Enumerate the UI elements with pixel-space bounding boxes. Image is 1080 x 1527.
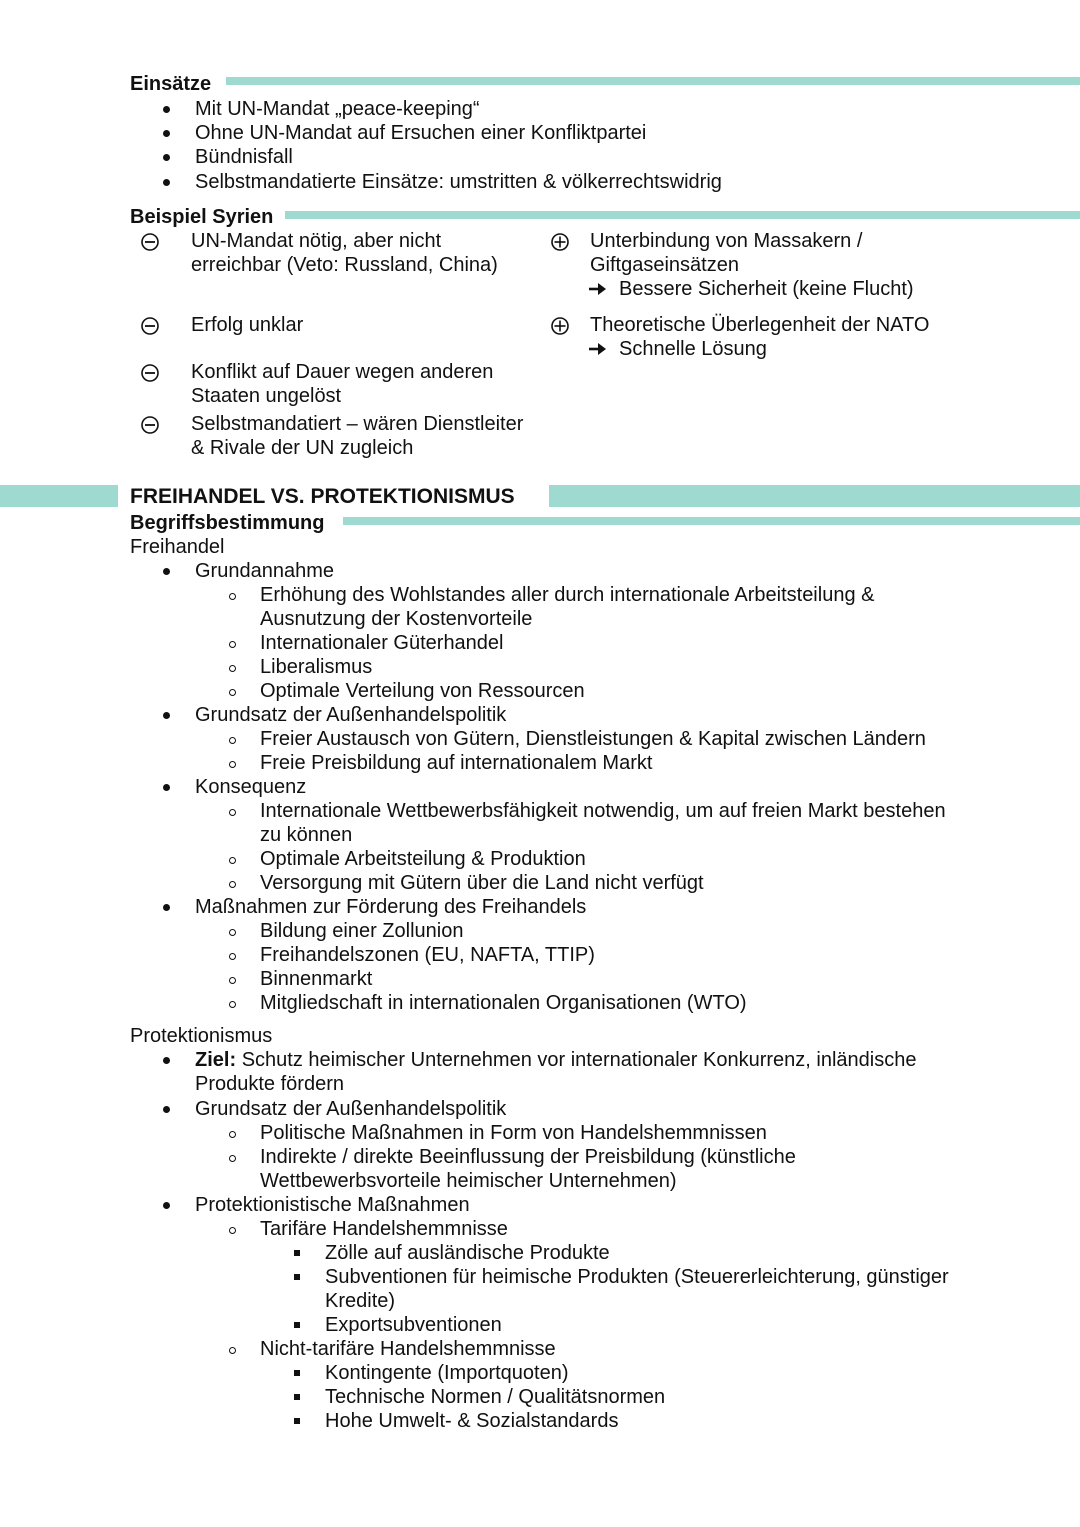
bullet-dot — [163, 106, 170, 113]
list-item: Kontingente (Importquoten) — [325, 1362, 569, 1384]
list-item: zu können — [260, 824, 353, 846]
list-item: Zölle auf ausländische Produkte — [325, 1242, 610, 1264]
list-item: Wettbewerbsvorteile heimischer Unternehmen) — [260, 1170, 677, 1192]
bullet-dot — [163, 1057, 170, 1064]
ziel-line — [195, 1048, 916, 1072]
group-title: Protektionistische Maßnahmen — [195, 1194, 470, 1216]
list-item: Technische Normen / Qualitätsnormen — [325, 1386, 666, 1408]
bullet-circle — [229, 953, 236, 960]
bullet-circle — [229, 641, 236, 648]
bullet-dot — [163, 904, 170, 911]
group-title: Grundannahme — [195, 560, 334, 582]
group-title: Grundsatz der Außenhandelspolitik — [195, 704, 507, 726]
list-item: Subventionen für heimische Produkten (Steuererleichterung, günstiger — [325, 1266, 949, 1288]
section-title: FREIHANDEL VS. PROTEKTIONISMUS — [130, 485, 515, 508]
ziel-text: Produkte fördern — [195, 1073, 344, 1095]
bullet-circle — [229, 737, 236, 744]
list-item: Mit UN-Mandat „peace-keeping“ — [195, 98, 480, 120]
list-item: Indirekte / direkte Beeinflussung der Preisbildung (künstliche — [260, 1146, 796, 1168]
list-item: Selbstmandatierte Einsätze: umstritten & völkerrechtswidrig — [195, 171, 722, 193]
bullet-square — [294, 1418, 300, 1424]
contra-text: Erfolg unklar — [191, 314, 304, 336]
minus-circle-icon — [140, 316, 160, 336]
pro-consequence: Schnelle Lösung — [619, 338, 767, 360]
bullet-circle — [229, 1001, 236, 1008]
bullet-circle — [229, 1155, 236, 1162]
list-item: Freier Austausch von Gütern, Dienstleistungen & Kapital zwischen Ländern — [260, 728, 926, 750]
sub-heading: Begriffsbestimmung — [130, 512, 325, 534]
bullet-dot — [163, 1106, 170, 1113]
heading-bar — [226, 77, 1080, 85]
group-title: Maßnahmen zur Förderung des Freihandels — [195, 896, 587, 918]
contra-text: erreichbar (Veto: Russland, China) — [191, 254, 498, 276]
list-item: Exportsubventionen — [325, 1314, 502, 1336]
freihandel-label: Freihandel — [130, 536, 225, 558]
bullet-square — [294, 1370, 300, 1376]
list-item: Binnenmarkt — [260, 968, 373, 990]
bullet-circle — [229, 689, 236, 696]
contra-text: Konflikt auf Dauer wegen anderen — [191, 361, 494, 383]
bullet-dot — [163, 154, 170, 161]
contra-text: Staaten ungelöst — [191, 385, 342, 407]
bullet-dot — [163, 130, 170, 137]
contra-text: UN-Mandat nötig, aber nicht — [191, 230, 442, 252]
bullet-dot — [163, 784, 170, 791]
pro-text: Giftgaseinsätzen — [590, 254, 739, 276]
list-item: Politische Maßnahmen in Form von Handelshemmnissen — [260, 1122, 767, 1144]
list-item: Bildung einer Zollunion — [260, 920, 464, 942]
ziel-label: Ziel: — [195, 1049, 237, 1071]
bullet-dot — [163, 712, 170, 719]
pro-text: Unterbindung von Massakern / — [590, 230, 863, 252]
bullet-dot — [163, 1202, 170, 1209]
bullet-dot — [163, 568, 170, 575]
bullet-square — [294, 1394, 300, 1400]
contra-text: Selbstmandatiert – wären Dienstleiter — [191, 413, 524, 435]
group-title: Grundsatz der Außenhandelspolitik — [195, 1098, 507, 1120]
bullet-dot — [163, 179, 170, 186]
list-item: Kredite) — [325, 1290, 396, 1312]
minus-circle-icon — [140, 363, 160, 383]
arrow-right-icon — [588, 342, 608, 356]
list-item: Internationaler Güterhandel — [260, 632, 504, 654]
protektionismus-label: Protektionismus — [130, 1025, 273, 1047]
list-item: Optimale Verteilung von Ressourcen — [260, 680, 585, 702]
heading-bar — [343, 517, 1080, 525]
bullet-circle — [229, 1347, 236, 1354]
ziel-text: Schutz heimischer Unternehmen vor internationaler Konkurrenz, inländische — [241, 1049, 917, 1071]
list-item: Erhöhung des Wohlstandes aller durch internationale Arbeitsteilung & — [260, 584, 875, 606]
list-item: Ohne UN-Mandat auf Ersuchen einer Konfliktpartei — [195, 122, 647, 144]
bullet-circle — [229, 809, 236, 816]
bullet-circle — [229, 665, 236, 672]
bullet-circle — [229, 593, 236, 600]
list-item: Mitgliedschaft in internationalen Organisationen (WTO) — [260, 992, 747, 1014]
list-item: Optimale Arbeitsteilung & Produktion — [260, 848, 586, 870]
arrow-right-icon — [588, 282, 608, 296]
bullet-circle — [229, 977, 236, 984]
bullet-circle — [229, 857, 236, 864]
list-item: Liberalismus — [260, 656, 373, 678]
list-item: Ausnutzung der Kostenvorteile — [260, 608, 533, 630]
list-item: Bündnisfall — [195, 146, 293, 168]
plus-circle-icon — [550, 232, 570, 252]
plus-circle-icon — [550, 316, 570, 336]
heading-einsaetze: Einsätze — [130, 73, 212, 95]
bullet-square — [294, 1322, 300, 1328]
bullet-circle — [229, 1131, 236, 1138]
heading-syrien: Beispiel Syrien — [130, 206, 274, 228]
section-bar-right — [549, 485, 1080, 507]
list-item: Internationale Wettbewerbsfähigkeit notwendig, um auf freien Markt bestehen — [260, 800, 946, 822]
heading-bar — [285, 211, 1080, 219]
pro-consequence: Bessere Sicherheit (keine Flucht) — [619, 278, 914, 300]
bullet-circle — [229, 1227, 236, 1234]
bullet-circle — [229, 881, 236, 888]
bullet-circle — [229, 929, 236, 936]
pro-text: Theoretische Überlegenheit der NATO — [590, 314, 930, 336]
sub-group-title: Tarifäre Handelshemmnisse — [260, 1218, 508, 1240]
list-item: Versorgung mit Gütern über die Land nicht verfügt — [260, 872, 704, 894]
bullet-circle — [229, 761, 236, 768]
group-title: Konsequenz — [195, 776, 307, 798]
bullet-square — [294, 1274, 300, 1280]
bullet-square — [294, 1250, 300, 1256]
list-item: Hohe Umwelt- & Sozialstandards — [325, 1410, 619, 1432]
contra-text: & Rivale der UN zugleich — [191, 437, 414, 459]
list-item: Freie Preisbildung auf internationalem Markt — [260, 752, 653, 774]
sub-group-title: Nicht-tarifäre Handelshemmnisse — [260, 1338, 556, 1360]
section-bar-left — [0, 485, 118, 507]
list-item: Freihandelszonen (EU, NAFTA, TTIP) — [260, 944, 595, 966]
minus-circle-icon — [140, 415, 160, 435]
minus-circle-icon — [140, 232, 160, 252]
